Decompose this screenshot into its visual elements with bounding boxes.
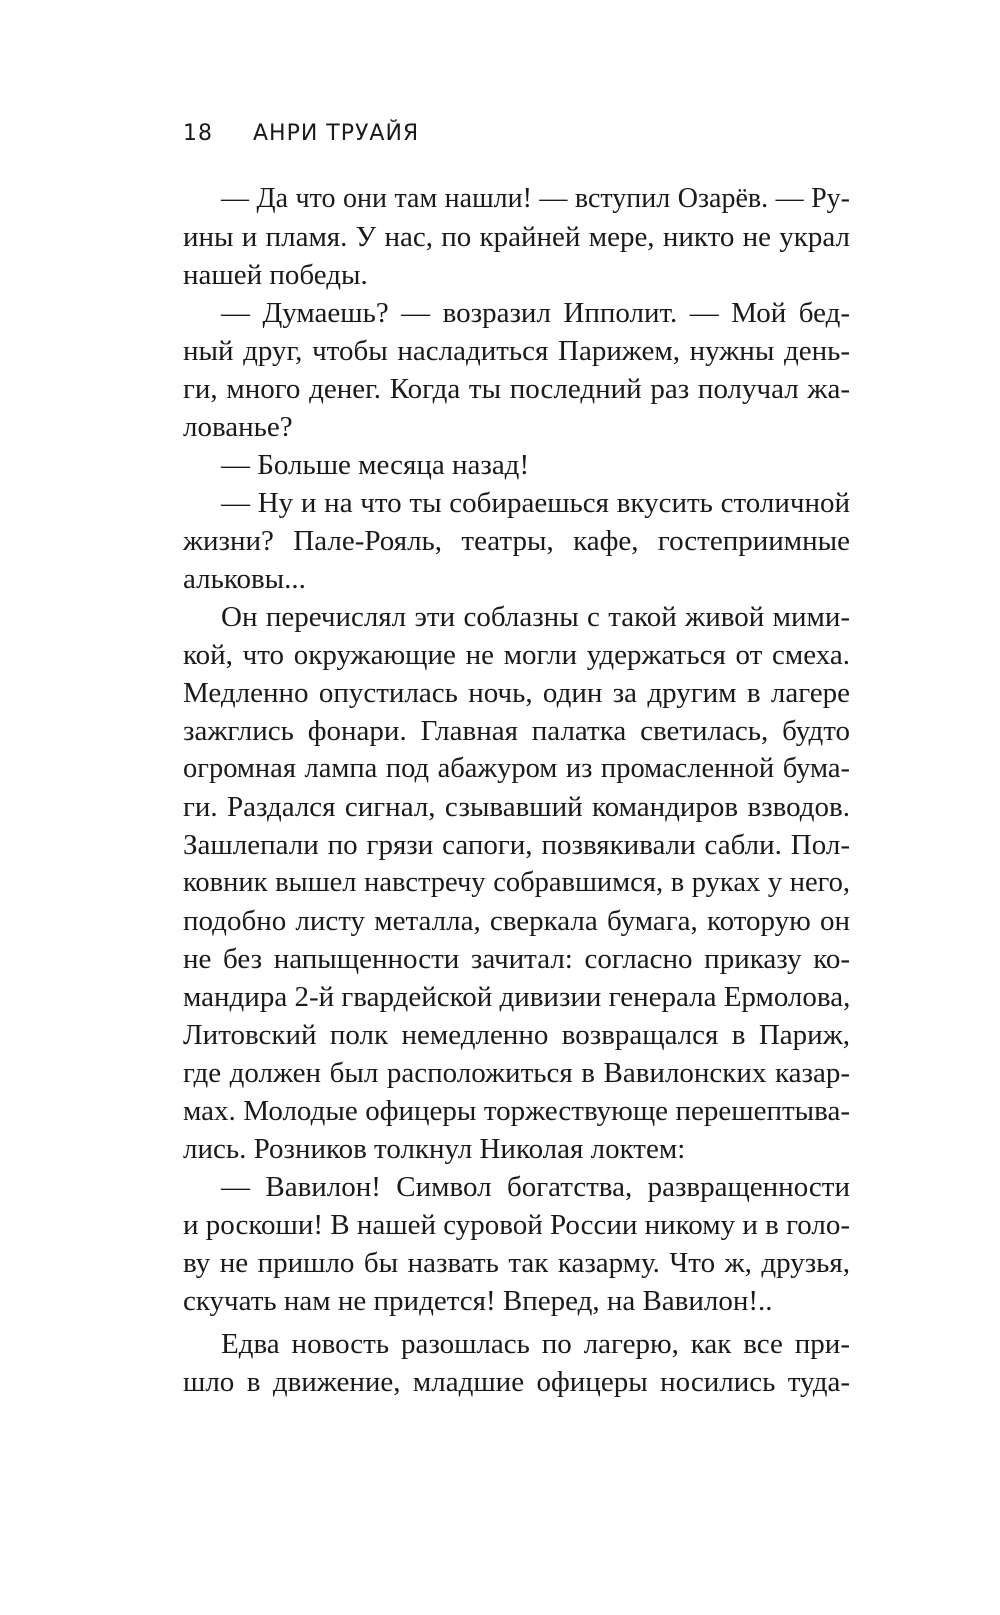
text-line: ины и пламя. У нас, по крайней мере, никто не украл <box>183 221 850 253</box>
text-line: ковник вышел навстречу собравшимся, в руках у него, <box>183 867 850 898</box>
text-line: подобно листу металла, сверкала бумага, которую он <box>183 905 850 937</box>
text-line: шло в движение, младшие офицеры носились туда- <box>183 1366 850 1398</box>
text-line: кой, что окружающие не могли удержаться от смеха. <box>183 639 850 671</box>
text-line: ги. Раздался сигнал, сзывавший командиров взводов. <box>183 791 850 823</box>
text-line: альковы... <box>183 563 306 595</box>
text-line: Литовский полк немедленно возвращался в Париж, <box>183 1019 850 1051</box>
text-line: зажглись фонари. Главная палатка светилась, будто <box>183 715 850 747</box>
text-line: лись. Розников толкнул Николая локтем: <box>183 1133 686 1165</box>
page-number: 18 <box>183 120 213 146</box>
text-line: Медленно опустилась ночь, один за другим в лагере <box>183 677 850 709</box>
text-line: ный друг, чтобы насладиться Парижем, нужны день- <box>183 335 850 367</box>
text-line: и роскоши! В нашей суровой России никому и в голо- <box>183 1209 850 1241</box>
text-line: нашей победы. <box>183 259 368 291</box>
text-line: не без напыщенности зачитал: согласно приказу ко- <box>183 943 850 975</box>
running-head <box>183 118 419 148</box>
text-line: — Да что они там нашли! — вступил Озарёв. — Ру- <box>221 183 850 214</box>
text-line: лованье? <box>183 411 293 443</box>
running-title: АНРИ ТРУАЙЯ <box>253 120 420 146</box>
text-line: — Думаешь? — возразил Ипполит. — Мой бед- <box>221 297 850 329</box>
text-line: огромная лампа под абажуром из промасленной бума- <box>183 753 850 784</box>
text-line: Едва новость разошлась по лагерю, как все при- <box>221 1328 850 1360</box>
text-line: мах. Молодые офицеры торжествующе перешептыва- <box>183 1095 850 1127</box>
text-line: ву не пришло бы назвать так казарму. Что ж, друзья, <box>183 1247 850 1279</box>
text-line: скучать нам не придется! Вперед, на Вавилон!.. <box>183 1285 773 1317</box>
text-line: — Больше месяца назад! <box>221 449 530 481</box>
text-line: где должен был расположиться в Вавилонских казар- <box>183 1057 850 1089</box>
text-line: ги, много денег. Когда ты последний раз получал жа- <box>183 373 850 405</box>
text-line: жизни? Пале-Рояль, театры, кафе, гостеприимные <box>183 525 850 557</box>
text-line: — Вавилон! Символ богатства, развращенности <box>221 1171 850 1203</box>
text-line: мандира 2-й гвардейской дивизии генерала Ермолова, <box>183 981 851 1013</box>
text-line: — Ну и на что ты собираешься вкусить столичной <box>221 487 850 519</box>
text-line: Зашлепали по грязи сапоги, позвякивали сабли. Пол- <box>183 829 850 861</box>
text-line: Он перечислял эти соблазны с такой живой мими- <box>221 601 850 633</box>
